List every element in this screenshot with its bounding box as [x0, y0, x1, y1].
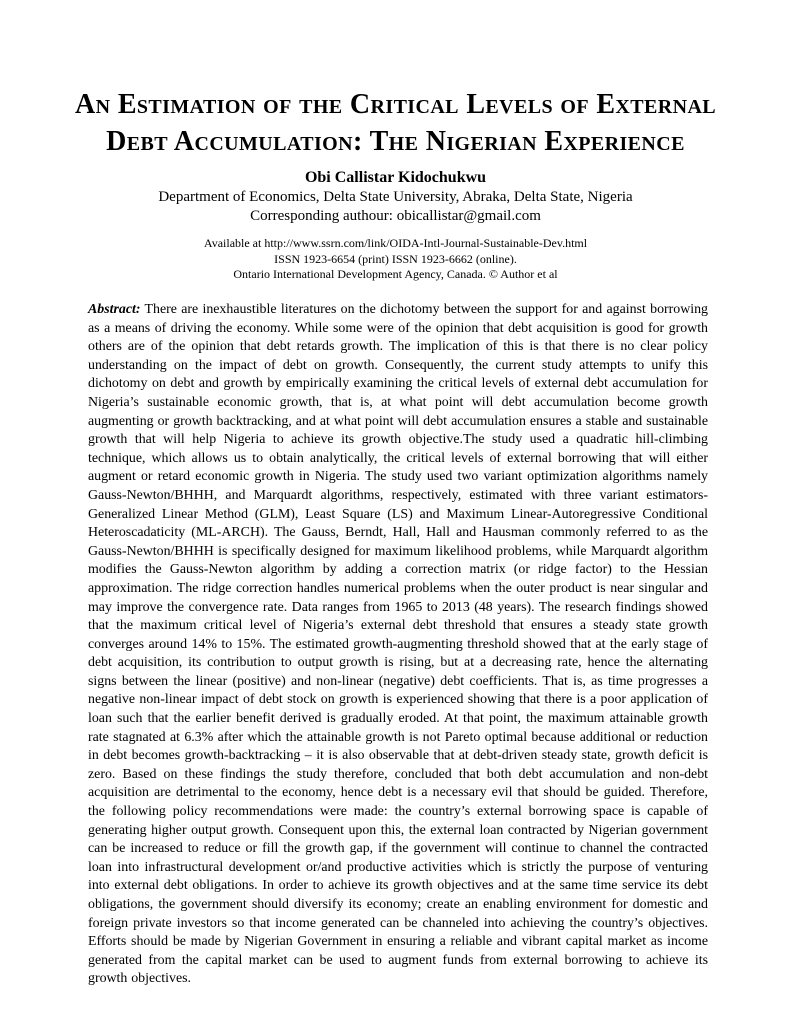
author-name: Obi Callistar Kidochukwu — [304, 169, 487, 186]
availability-block — [0, 236, 791, 283]
corresponding-author: Corresponding authour: obicallistar@gmail.com — [250, 208, 541, 224]
author-block — [0, 168, 791, 226]
abstract-text: There are inexhaustible literatures on the dichotomy between the support for and against borrowing as a means of driving the economy. While some were of the opinion that debt acquisition is good for growth others are of the opinion that debt retards growth. The implication of this is that there is no clear policy understanding on the impact of debt on growth. Consequently, the current study attempts to unify this dichotomy on debt and growth by empirically examining the critical levels of external debt accumulation for Nigeria’s sustainable economic growth, that is, at what point will debt accumulation become growth augmenting or growth backtracking, and at what point will debt accumulation ensures a stable and sustainable growth that will help Nigeria to achieve its growth objective.The study used a quadratic hill-climbing technique, which allows us to obtain analytically, the critical levels of external borrowing that will either augment or retard economic growth in Nigeria. The study used two variant optimization algorithms namely Gauss-Newton/BHHH, and Marquardt algorithms, respectively, estimated with three variant estimators- Generalized Linear Method (GLM), Least Square (LS) and Maximum Linear-Autoregressive Conditional Heteroscadaticity (ML-ARCH). The Gauss, Berndt, Hall, Hall and Hausman commonly referred to as the Gauss-Newton/BHHH is specifically designed for maximum likelihood problems, while Marquardt algorithm modifies the Gauss-Newton algorithm by adding a correction matrix (or ridge factor) to the Hessian approximation. The ridge correction handles numerical problems when the outer product is near singular and may improve the convergence rate. Data ranges from 1965 to 2013 (48 years). The research findings showed that the maximum critical level of Nigeria’s external debt threshold that ensures a steady state growth converges around 14% to 15%. The estimated growth-augmenting threshold showed that at the early stage of debt acquisition, its contribution to output growth is rising, but at a decreasing rate, hence the alternating signs between the linear (positive) and non-linear (negative) debt coefficients. That is, as time progresses a negative non-linear impact of debt stock on growth is experienced showing that there is a poor application of loan such that the earlier benefit derived is gradually eroded. At that point, the maximum attainable growth rate stagnated at 6.3% after which the attainable growth is not Pareto optimal because additional or reduction in debt becomes growth-backtracking – it is also observable that at debt-driven steady state, growth deficit is zero. Based on these findings the study therefore, concluded that both debt accumulation and non-debt acquisition are detrimental to the economy, hence debt is a necessary evil that should be guided. Therefore, the following policy recommendations were made: the country’s external borrowing space is capable of generating higher output growth. Consequent upon this, the external loan contracted by Nigerian government can be increased to reduce or fill the growth gap, if the government will continue to channel the contracted loan into infrastructural development or/and productive activities which is strictly the purpose of venturing into external debt obligations. In order to achieve its growth objectives and at the same time service its debt obligations, the government should diversify its economy; create an enabling environment for domestic and foreign private investors so that income generated can be channeled into achieving the country’s objectives. Efforts should be made by Nigerian Government in ensuring a reliable and vibrant capital market as income generated from the capital market can be used to augment funds from external borrowing to achieve its growth objectives. — [88, 302, 708, 987]
publisher-copyright-line: Ontario International Development Agency, Canada. © Author et al — [233, 267, 558, 281]
availability-url: Available at http://www.ssrn.com/link/OIDA-Intl-Journal-Sustainable-Dev.html — [203, 236, 588, 250]
paper-title-line2: Debt Accumulation: The Nigerian Experience — [106, 126, 685, 157]
paper-title — [0, 86, 791, 160]
abstract — [88, 301, 708, 989]
issn-line: ISSN 1923-6654 (print) ISSN 1923-6662 (online). — [274, 251, 517, 266]
abstract-label: Abstract: — [88, 302, 141, 317]
paper-title-line1: An Estimation of the Critical Levels of External — [74, 89, 717, 120]
author-affiliation: Department of Economics, Delta State University, Abraka, Delta State, Nigeria — [158, 189, 633, 205]
